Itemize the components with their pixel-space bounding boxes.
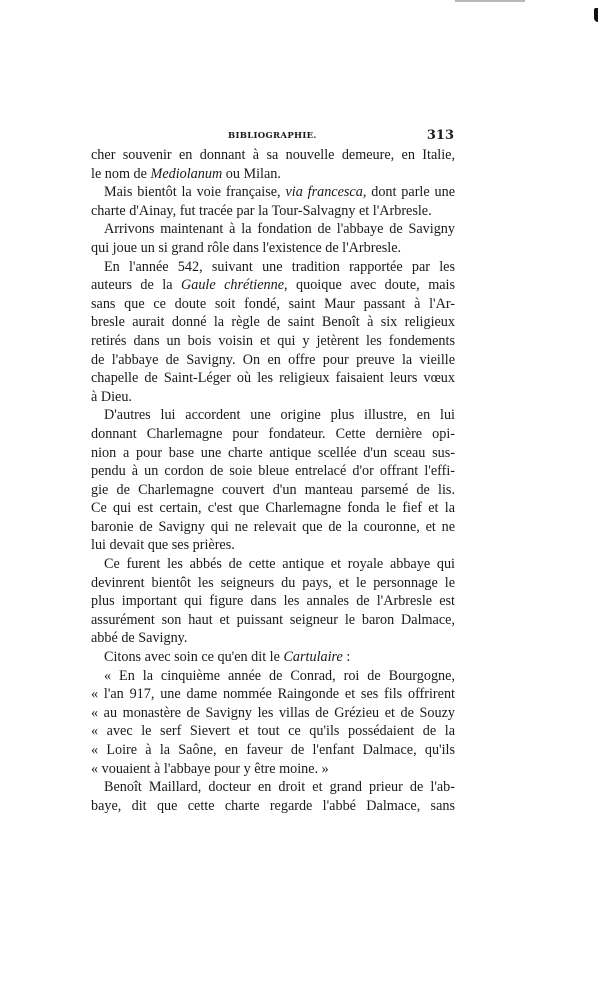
scan-artifact-right-mark [594, 8, 598, 22]
text-line-content: « vouaient à l'abbaye pour y être moine. » [91, 760, 329, 777]
text-line [91, 760, 455, 779]
text-line-content: retirés dans un bois voisin et qui y jetèrent les fondements [91, 332, 455, 349]
text-line-content: pendu à un cordon de soie bleue entrelacé d'or offrant l'effi- [91, 463, 455, 480]
text-line [91, 797, 455, 816]
body-text [91, 146, 455, 815]
italic-term: Gaule chrétienne [181, 277, 285, 294]
text-line [91, 778, 455, 797]
text-line [91, 629, 455, 648]
text-line [91, 313, 455, 332]
text-line-content: baye, dit que cette charte regarde l'abbé Dalmace, sans [91, 797, 455, 814]
text-line [91, 183, 455, 202]
text-line [91, 220, 455, 239]
text-line-content: « l'an 917, une dame nommée Raingonde et ses fils offrirent [91, 686, 455, 703]
text-line-content: baronie de Savigny qui ne relevait que de la couronne, et ne [91, 518, 455, 535]
running-head: BIBLIOGRAPHIE. [228, 131, 317, 141]
text-line-content: cher souvenir en donnant à sa nouvelle demeure, en Italie, [91, 147, 455, 163]
text-line [91, 425, 455, 444]
text-line-content: devinrent bientôt les seigneurs du pays, et le personnage le [91, 574, 455, 591]
text-line-content: gie de Charlemagne couvert d'un manteau parsemé de lis. [91, 481, 455, 498]
text-line-content: « au monastère de Savigny les villas de Grézieu et de Souzy [91, 704, 455, 721]
text-line-post: , quoique avec doute, mais [284, 277, 455, 294]
text-line [91, 258, 455, 277]
text-line [91, 239, 455, 258]
text-line-post: : [342, 649, 351, 666]
text-line-content: Ce qui est certain, c'est que Charlemagne fonda le fief et la [91, 500, 455, 517]
text-line [91, 444, 455, 463]
text-line-content: sans que ce doute soit fondé, saint Maur passant à l'Ar- [91, 295, 455, 312]
text-line [91, 165, 455, 184]
text-line-content: chapelle de Saint-Léger où les religieux faisaient leurs vœux [91, 370, 455, 387]
text-line [91, 611, 455, 630]
italic-term: via francesca [285, 184, 363, 201]
text-line-content: « Loire à la Saône, en faveur de l'enfant Dalmace, qu'ils [91, 742, 455, 758]
text-line [91, 685, 455, 704]
scan-artifact-top-line [455, 0, 525, 2]
text-line-content: « avec le serf Sievert et tout ce qu'ils possédaient de la [91, 723, 455, 740]
text-line [91, 741, 455, 760]
text-line-content: charte d'Ainay, fut tracée par la Tour-Salvagny et l'Arbresle. [91, 202, 432, 219]
page-number: 313 [426, 128, 454, 143]
text-line [91, 369, 455, 388]
text-line-content: Benoît Maillard, docteur en droit et grand prieur de l'ab- [104, 779, 455, 796]
text-line-content: nion a pour base une charte antique scellée d'un sceau sus- [91, 444, 455, 461]
page-header [91, 128, 455, 146]
text-line [91, 536, 455, 555]
text-line [91, 202, 455, 221]
text-line [91, 704, 455, 723]
text-line [91, 332, 455, 351]
text-line [91, 722, 455, 741]
text-line [91, 592, 455, 611]
text-line-content: lui devait que ses prières. [91, 537, 235, 554]
text-line-content: plus important qui figure dans les annales de l'Arbresle est [91, 593, 455, 610]
text-line-content: donnant Charlemagne pour fondateur. Cette dernière opi- [91, 425, 455, 442]
text-line [91, 499, 455, 518]
text-line-pre: auteurs de la [91, 277, 181, 294]
text-line-pre: Citons avec soin ce qu'en dit le [104, 649, 284, 666]
text-line [91, 276, 455, 295]
text-line-content: Ce furent les abbés de cette antique et royale abbaye qui [104, 556, 455, 573]
text-line [91, 146, 455, 165]
italic-term: Cartulaire [283, 649, 343, 666]
text-line-pre: le nom de [91, 165, 151, 182]
text-line-content: Arrivons maintenant à la fondation de l'abbaye de Savigny [104, 221, 455, 238]
text-line-content: bresle aurait donné la règle de saint Benoît à six religieux [91, 314, 455, 331]
text-line [91, 555, 455, 574]
text-line-post: , dont parle une [362, 184, 456, 201]
text-line [91, 574, 455, 593]
text-line-content: D'autres lui accordent une origine plus illustre, en lui [104, 407, 455, 424]
text-line-content: à Dieu. [91, 388, 132, 405]
text-line [91, 648, 455, 667]
text-line [91, 351, 455, 370]
text-line [91, 667, 455, 686]
text-line [91, 406, 455, 425]
text-line-content: de l'abbaye de Savigny. On en offre pour preuve la vieille [91, 351, 455, 368]
text-line [91, 518, 455, 537]
text-line-content: « En la cinquième année de Conrad, roi de Bourgogne, [104, 667, 455, 684]
text-line-content: abbé de Savigny. [91, 630, 188, 647]
text-line-content: qui joue un si grand rôle dans l'existence de l'Arbresle. [91, 239, 402, 256]
text-line-content: assurément son haut et puissant seigneur le baron Dalmace, [91, 611, 455, 628]
text-line-content: En l'année 542, suivant une tradition rapportée par les [104, 258, 455, 275]
text-line [91, 481, 455, 500]
text-line [91, 295, 455, 314]
text-line [91, 388, 455, 407]
italic-term: Mediolanum [150, 165, 223, 182]
text-line-pre: Mais bientôt la voie française, [104, 184, 286, 201]
text-line-post: ou Milan. [222, 165, 281, 182]
text-line [91, 462, 455, 481]
